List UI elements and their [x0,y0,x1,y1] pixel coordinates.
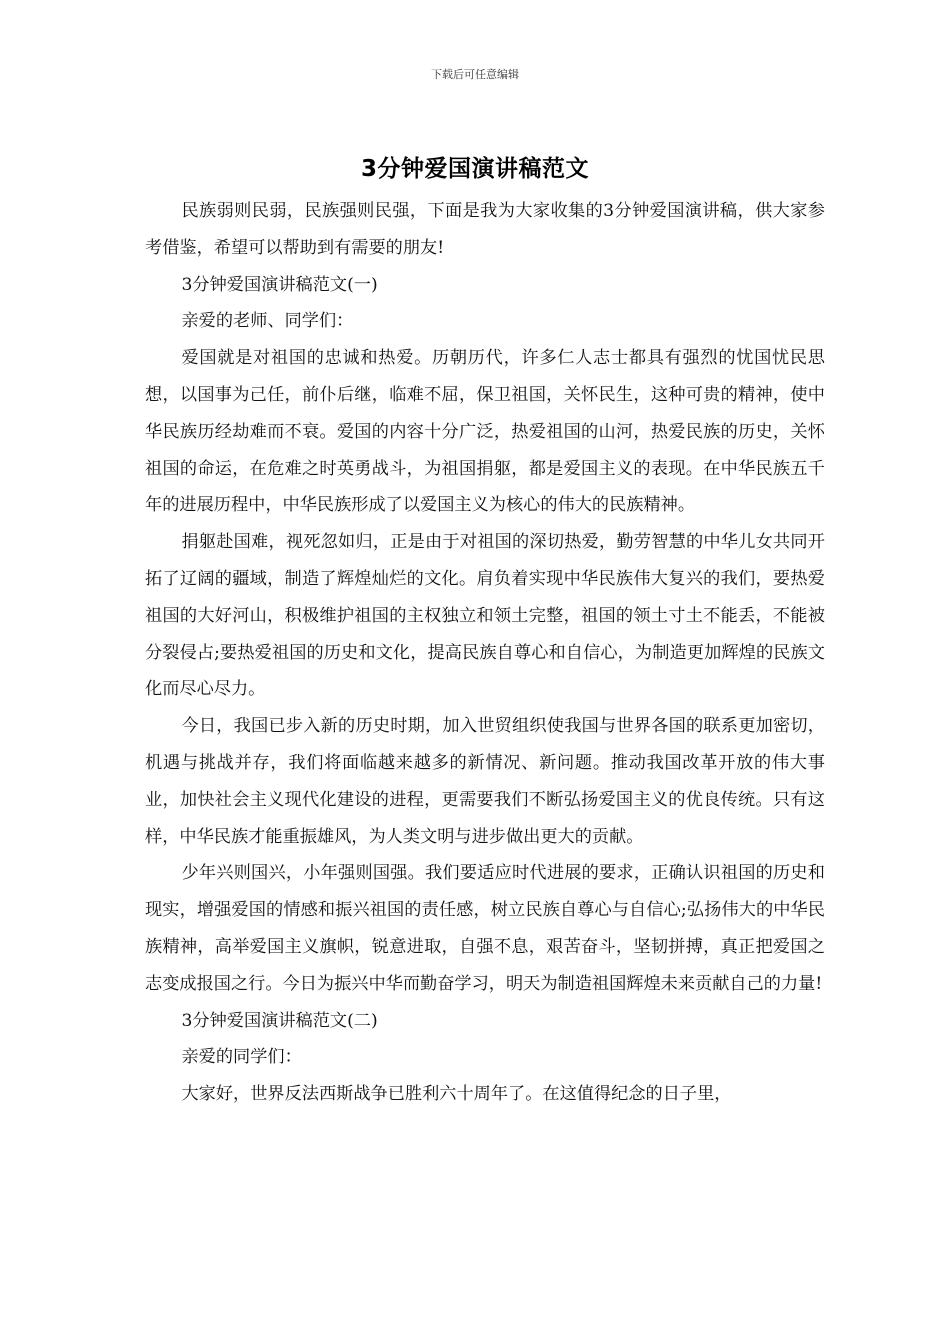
document-body [145,193,825,1113]
paragraph: 爱国就是对祖国的忠诚和热爱。历朝历代，许多仁人志士都具有强烈的忧国忧民思想，以国事为己任，前仆后继，临难不屈，保卫祖国，关怀民生，这种可贵的精神，使中华民族历经劫难而不衰。爱国的内容十分广泛，热爱祖国的山河，热爱民族的历史，关怀祖国的命运，在危难之时英勇战斗，为祖国捐躯，都是爱国主义的表现。在中华民族五千年的进展历程中，中华民族形成了以爱国主义为核心的伟大的民族精神。 [145,348,825,516]
paragraph: 捐躯赴国难，视死忽如归，正是由于对祖国的深切热爱，勤劳智慧的中华儿女共同开拓了辽阔的疆域，制造了辉煌灿烂的文化。肩负着实现中华民族伟大复兴的我们，要热爱祖国的大好河山，积极维护祖国的主权独立和领土完整，祖国的领土寸土不能丢，不能被分裂侵占;要热爱祖国的历史和文化，提高民族自尊心和自信心，为制造更加辉煌的民族文化而尽心尽力。 [145,532,825,700]
paragraph: 今日，我国已步入新的历史时期，加入世贸组织使我国与世界各国的联系更加密切，机遇与挑战并存，我们将面临越来越多的新情况、新问题。推动我国改革开放的伟大事业，加快社会主义现代化建设的进程，更需要我们不断弘扬爱国主义的优良传统。只有这样，中华民族才能重振雄风，为人类文明与进步做出更大的贡献。 [145,716,825,847]
paragraph-intro: 民族弱则民弱，民族强则民强，下面是我为大家收集的3分钟爱国演讲稿，供大家参考借鉴，希望可以帮助到有需要的朋友! [145,201,825,258]
section-heading-2: 3分钟爱国演讲稿范文(二) [181,1010,378,1031]
document-title: 3分钟爱国演讲稿范文 [360,156,589,182]
salutation-1: 亲爱的老师、同学们： [181,311,354,332]
salutation-2: 亲爱的同学们： [181,1047,302,1068]
section-heading-1: 3分钟爱国演讲稿范文(一) [181,274,378,295]
paragraph: 少年兴则国兴，小年强则国强。我们要适应时代进展的要求，正确认识祖国的历史和现实，增强爱国的情感和振兴祖国的责任感，树立民族自尊心与自信心;弘扬伟大的中华民族精神，高举爱国主义旗帜，锐意进取，自强不息，艰苦奋斗，坚韧拼搏，真正把爱国之志变成报国之行。今日为振兴中华而勤奋学习，明天为制造祖国辉煌未来贡献自己的力量! [145,863,825,994]
header-note: 下载后可任意编辑 [431,68,519,81]
paragraph: 大家好，世界反法西斯战争已胜利六十周年了。在这值得纪念的日子里， [181,1084,732,1105]
